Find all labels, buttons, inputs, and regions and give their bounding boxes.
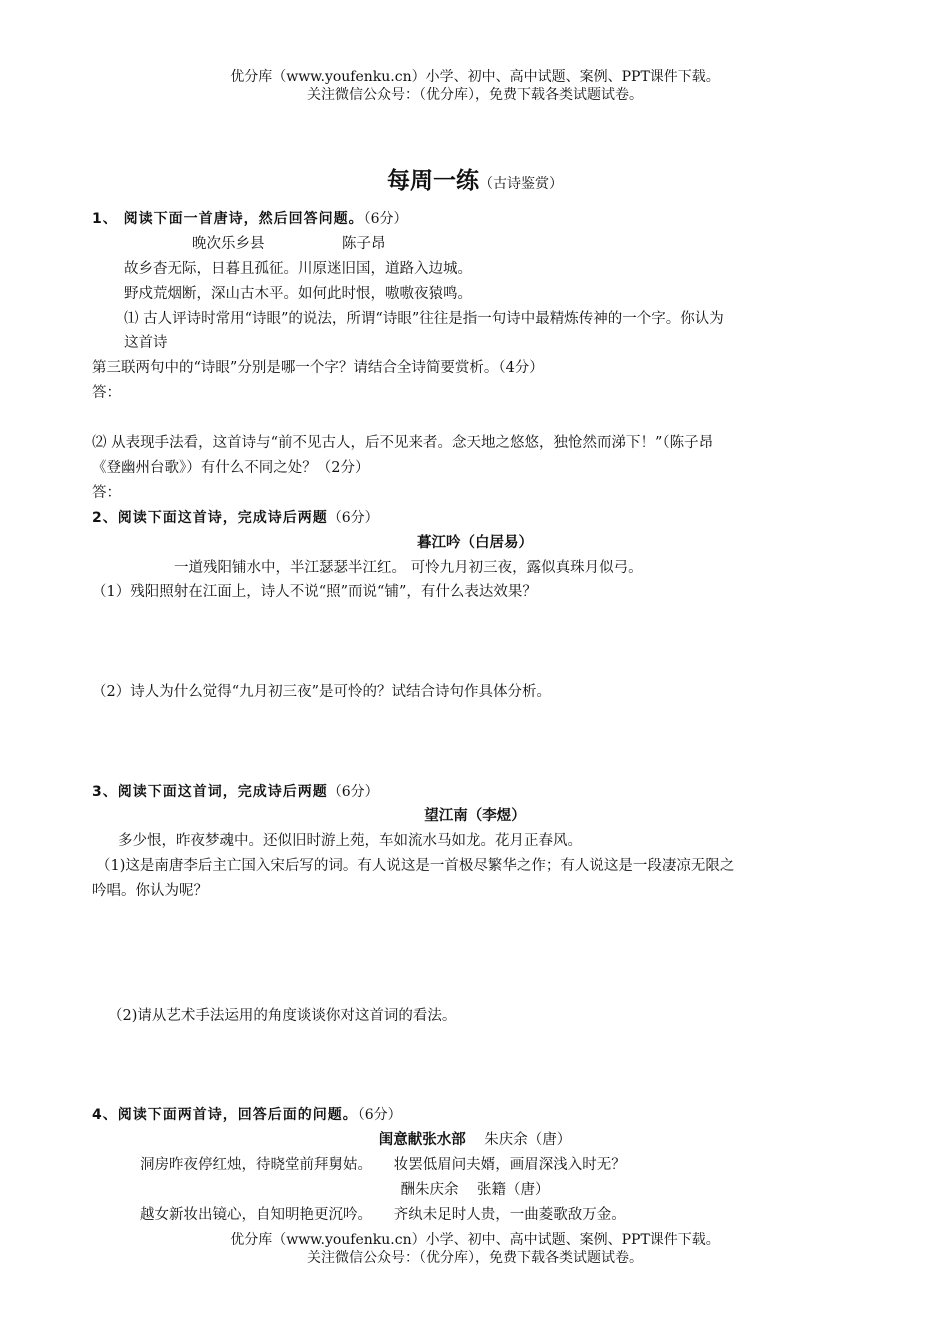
q2-sub1: （1）残阳照射在江面上，诗人不说“照”而说“铺”，有什么表达效果？: [92, 584, 537, 600]
q4-poem1-title: 闺意献张水部: [378, 1132, 466, 1148]
q3-sub1-line-1: （1)这是南唐李后主亡国入宋后写的词。有人说这是一首极尽繁华之作；有人说这是一段凄凉无限之: [96, 858, 735, 874]
q3-heading-text: 3、阅读下面这首词，完成诗后两题: [92, 784, 328, 800]
q4-score: （6分）: [357, 1107, 402, 1123]
q1-sub1-line-3: 第三联两句中的“诗眼”分别是哪一个字？请结合全诗简要赏析。（4分）: [92, 360, 544, 376]
q4-poem1-author: 朱庆余（唐）: [484, 1132, 572, 1148]
page-title: [0, 166, 950, 199]
q1-sub2-line-1: ⑵ 从表现手法看，这首诗与“前不见古人，后不见来者。念天地之悠悠，独怆然而涕下！”（陈子昂: [92, 435, 714, 451]
q3-poem-line: 多少恨，昨夜梦魂中。还似旧时游上苑，车如流水马如龙。花月正春风。: [118, 833, 582, 849]
q3-sub1-line-2: 吟唱。你认为呢？: [92, 883, 208, 899]
q1-answer-1: 答：: [92, 385, 121, 401]
q1-poem-title: 晚次乐乡县: [192, 236, 265, 252]
q2-heading-text: 2、阅读下面这首诗，完成诗后两题: [92, 510, 328, 526]
footer-line-1: 优分库（www.youfenku.cn）小学、初中、高中试题、案例、PPT课件下载。: [230, 1232, 720, 1248]
q1-sub1-line-2: 这首诗: [124, 335, 168, 351]
q1-sub2-line-2: 《登幽州台歌》）有什么不同之处？（2分）: [92, 460, 370, 476]
q3-heading: [92, 782, 379, 802]
q1-heading-text: 1、 阅读下面一首唐诗，然后回答问题。: [92, 211, 364, 227]
q2-poem-title: 暮江吟（白居易）: [417, 535, 533, 551]
q4-poem2-author: 张籍（唐）: [476, 1182, 550, 1198]
q1-poem-author: 陈子昂: [342, 236, 386, 252]
q2-sub2: （2）诗人为什么觉得“九月初三夜”是可怜的？试结合诗句作具体分析。: [92, 684, 552, 700]
q4-poem2-title: 酬朱庆余: [400, 1182, 459, 1198]
header-line-1: 优分库（www.youfenku.cn）小学、初中、高中试题、案例、PPT课件下载。: [230, 69, 720, 85]
q3-poem-title: 望江南（李煜）: [424, 808, 526, 824]
q4-poem2-heading: [0, 1180, 950, 1200]
q2-score: （6分）: [327, 510, 379, 526]
q1-poem-line-2: 野戍荒烟断，深山古木平。如何此时恨，嗷嗷夜猿鸣。: [124, 286, 472, 302]
q4-poem1-heading: [0, 1130, 950, 1150]
q1-poem-line-1: 故乡杳无际，日暮且孤征。川原迷旧国，道路入边城。: [124, 261, 472, 277]
title-sub: （古诗鉴赏）: [479, 176, 563, 192]
q1-sub1-line-1: ⑴ 古人评诗时常用“诗眼”的说法，所谓“诗眼”往往是指一句诗中最精炼传神的一个字。你认为: [124, 311, 724, 327]
header-line-2: 关注微信公众号：（优分库），免费下载各类试题试卷。: [307, 87, 643, 103]
footer-line-2: 关注微信公众号：（优分库），免费下载各类试题试卷。: [307, 1250, 643, 1266]
q3-score: （6分）: [327, 784, 379, 800]
q3-sub2: （2)请从艺术手法运用的角度谈谈你对这首词的看法。: [108, 1008, 457, 1024]
q2-heading: [92, 508, 379, 528]
q4-poem2-line: 越女新妆出镜心，自知明艳更沉吟。 齐纨未足时人贵，一曲菱歌敌万金。: [140, 1207, 626, 1223]
title-main: 每周一练: [387, 168, 479, 194]
q4-poem1-line: 洞房昨夜停红烛，待晓堂前拜舅姑。 妆罢低眉问夫婿，画眉深浅入时无？: [140, 1157, 626, 1173]
q1-heading: [92, 209, 408, 229]
q4-heading: [92, 1105, 402, 1125]
q1-answer-2: 答：: [92, 485, 121, 501]
q4-heading-text: 4、阅读下面两首诗，回答后面的问题。: [92, 1107, 358, 1123]
q2-poem-line: 一道残阳铺水中，半江瑟瑟半江红。 可怜九月初三夜，露似真珠月似弓。: [174, 560, 643, 576]
q1-score: （6分）: [363, 211, 408, 227]
